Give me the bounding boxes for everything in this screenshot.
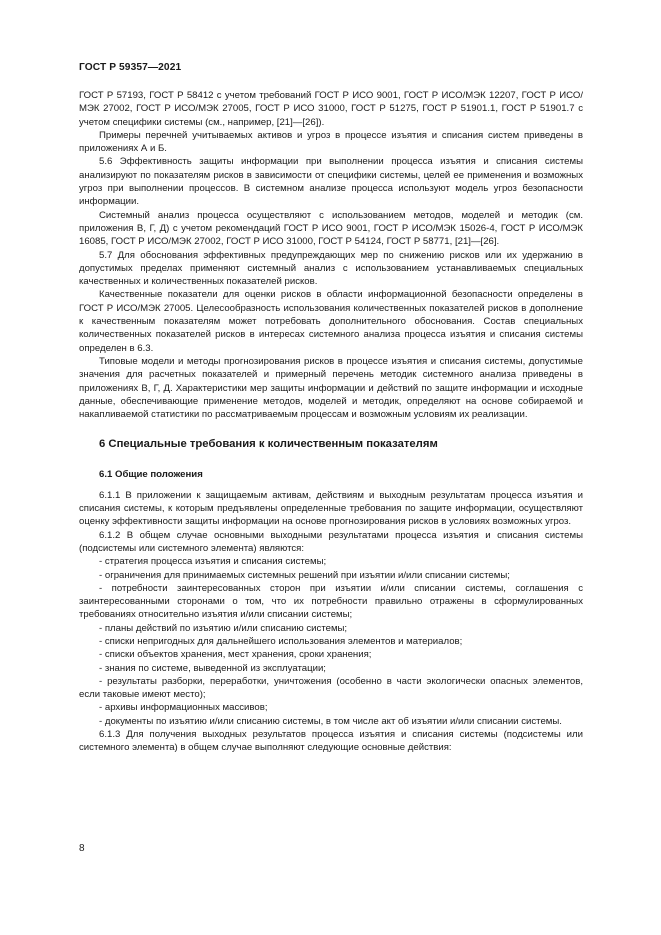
paragraph: 5.6 Эффективность защиты информации при выполнении процесса изъятия и списания системы анализируют по показателям рисков в зависимости от специфики системы, целей ее применения и возможных угроз при выполнении процессов. В системном анализе процесса используют модель угроз безопасности информации. bbox=[79, 156, 583, 208]
paragraph: 6.1.3 Для получения выходных результатов процесса изъятия и списания системы (подсистемы или системного элемента) в общем случае выполняют следующие основные действия: bbox=[79, 729, 583, 754]
page-content bbox=[79, 89, 583, 755]
paragraph: - документы по изъятию и/или списанию системы, в том числе акт об изъятии и/или списании системы. bbox=[99, 715, 562, 727]
paragraph: Типовые модели и методы прогнозирования рисков в процессе изъятия и списания системы, допустимые значения для расчетных показателей и примерный перечень методик системного анализа приведены в приложениях В, Г, Д. Характеристики мер защиты информации и действий по защите информации и исходные данные, обеспечивающие применение методов, моделей и методик, определяют на основе собираемой и накапливаемой статистики по рассматриваемым процессам и возможным условиям их реализации. bbox=[79, 355, 583, 421]
top-paragraphs bbox=[79, 89, 583, 421]
paragraph: - списки объектов хранения, мест хранения, сроки хранения; bbox=[99, 649, 372, 661]
paragraph: - стратегия процесса изъятия и списания системы; bbox=[99, 556, 327, 568]
paragraph: 6.1.2 В общем случае основными выходными результатами процесса изъятия и списания системы (подсистемы или системного элемента) являются: bbox=[79, 529, 583, 554]
page-number: 8 bbox=[79, 843, 85, 854]
paragraph: 6.1.1 В приложении к защищаемым активам, действиям и выходным результатам процесса изъятия и списания системы, к которым предъявлены определенные требования по защите информации, осуществляют оценку эффективности защиты информации на основе прогнозирования рисков в условиях возможных угроз. bbox=[79, 489, 583, 528]
paragraph: - потребности заинтересованных сторон при изъятии и/или списании системы, соглашения с заинтересованными сторонами о том, что их потребности правильно отражены в сформулированных требованиях относительно изъятия и/или списании системы; bbox=[79, 582, 583, 621]
paragraph: Качественные показатели для оценки рисков в области информационной безопасности определены в ГОСТ Р ИСО/МЭК 27005. Целесообразность использования количественных показателей рисков в дополнение к качественным показателям может потребовать дополнительного обоснования. Состав специальных количественных показателей рисков в интересах системного анализа процесса изъятия и списания системы определен в 6.3. bbox=[79, 289, 583, 354]
paragraph: - списки непригодных для дальнейшего использования элементов и материалов; bbox=[99, 635, 463, 647]
running-header: ГОСТ Р 59357—2021 bbox=[79, 62, 182, 73]
paragraph: Системный анализ процесса осуществляют с использованием методов, моделей и методик (см. приложения В, Г, Д) с учетом рекомендаций ГОСТ Р ИСО 9001, ГОСТ Р ИСО/МЭК 15026-4, ГОСТ Р ИСО/МЭК 16085, ГОСТ Р ИСО/МЭК 27002, ГОСТ Р ИСО 31000, ГОСТ Р 54124, ГОСТ Р 58771, [21]—[26]. bbox=[79, 209, 583, 248]
section-title: 6 Специальные требования к количественным показателям bbox=[99, 438, 438, 451]
bottom-paragraphs bbox=[79, 489, 583, 755]
paragraph: Примеры перечней учитываемых активов и угроз в процессе изъятия и списания систем приведены в приложениях А и Б. bbox=[79, 129, 583, 155]
subsection-title: 6.1 Общие положения bbox=[99, 469, 203, 481]
paragraph: - знания по системе, выведенной из эксплуатации; bbox=[99, 662, 326, 674]
paragraph: 5.7 Для обоснования эффективных предупреждающих мер по снижению рисков или их удержанию в допустимых пределах применяют системный анализ с использованием устанавливаемых специальных качественных и количественных показателей рисков. bbox=[79, 249, 583, 288]
paragraph: ГОСТ Р 57193, ГОСТ Р 58412 с учетом требований ГОСТ Р ИСО 9001, ГОСТ Р ИСО/МЭК 12207, ГОСТ Р ИСО/МЭК 27002, ГОСТ Р ИСО/МЭК 27005, ГОСТ Р ИСО 31000, ГОСТ Р 51275, ГОСТ Р 51901.1, ГОСТ Р 51901.7 с учетом специфики системы (см., например, [21]—[26]). bbox=[79, 90, 583, 128]
paragraph: - планы действий по изъятию и/или списанию системы; bbox=[99, 622, 348, 634]
paragraph: - ограничения для принимаемых системных решений при изъятии и/или списании системы; bbox=[99, 569, 510, 581]
paragraph: - архивы информационных массивов; bbox=[99, 702, 268, 714]
paragraph: - результаты разборки, переработки, уничтожения (особенно в части экологически опасных элементов, если таковые имеют место); bbox=[79, 675, 583, 701]
